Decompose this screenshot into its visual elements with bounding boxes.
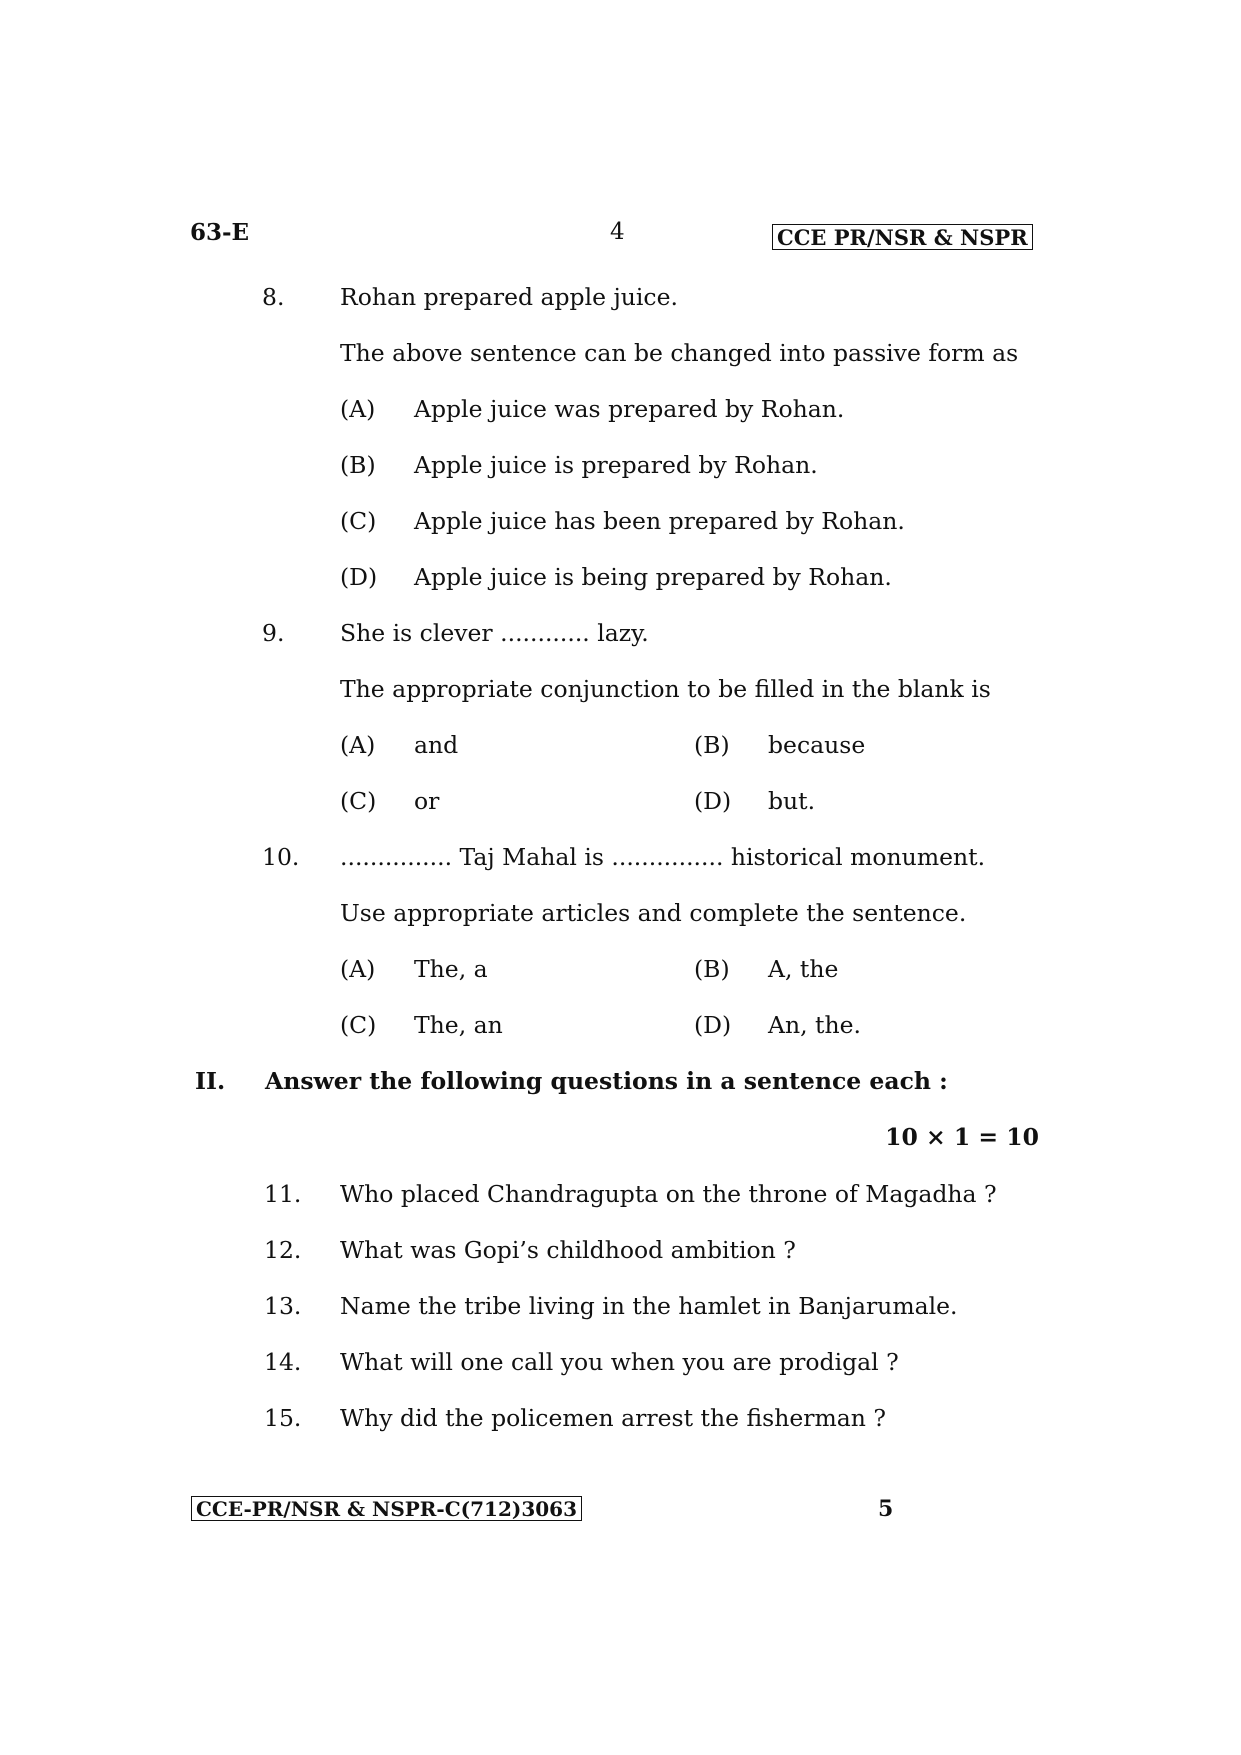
option-label: (C) [340,1011,377,1039]
option-label: (B) [694,731,730,759]
section-title: Answer the following questions in a sentence each : [265,1067,948,1095]
option-text: and [414,731,459,759]
option-label: (D) [340,563,378,591]
option-text: The, a [414,955,488,983]
option-text: Apple juice is being prepared by Rohan. [414,563,892,591]
option-label: (A) [340,955,376,983]
question-stem: She is clever ............ lazy. [340,619,649,647]
question-number: 8. [262,283,285,311]
option-label: (C) [340,787,377,815]
question-number: 13. [264,1292,302,1320]
question-stem: Rohan prepared apple juice. [340,283,678,311]
question-text: What was Gopi’s childhood ambition ? [340,1236,796,1264]
option-label: (A) [340,395,376,423]
option-label: (A) [340,731,376,759]
question-text: What will one call you when you are prodigal ? [340,1348,899,1376]
section-number: II. [195,1067,226,1095]
option-text: because [768,731,866,759]
option-text: but. [768,787,816,815]
question-number: 11. [264,1180,302,1208]
option-text: The, an [414,1011,503,1039]
question-stem: ............... Taj Mahal is ............... historical monument. [340,843,986,871]
option-text: A, the [768,955,839,983]
paper-code: 63-E [190,219,250,246]
question-instruction: Use appropriate articles and complete the sentence. [340,899,967,927]
series-box: CCE PR/NSR & NSPR [772,224,1033,250]
option-label: (D) [694,1011,732,1039]
question-number: 9. [262,619,285,647]
footer-page-number: 5 [878,1496,894,1522]
question-text: Who placed Chandragupta on the throne of Magadha ? [340,1180,997,1208]
question-number: 12. [264,1236,302,1264]
option-text: An, the. [768,1011,862,1039]
question-number: 15. [264,1404,302,1432]
question-text: Name the tribe living in the hamlet in Banjarumale. [340,1292,958,1320]
question-number: 10. [262,843,300,871]
option-label: (B) [340,451,376,479]
option-label: (D) [694,787,732,815]
option-text: Apple juice was prepared by Rohan. [414,395,845,423]
option-label: (B) [694,955,730,983]
option-text: or [414,787,440,815]
question-text: Why did the policemen arrest the fisherman ? [340,1404,886,1432]
question-number: 14. [264,1348,302,1376]
option-text: Apple juice is prepared by Rohan. [414,451,818,479]
question-instruction: The above sentence can be changed into passive form as [340,339,1019,367]
page-number: 4 [610,219,625,245]
option-label: (C) [340,507,377,535]
footer-code-box: CCE-PR/NSR & NSPR-C(712)3063 [191,1496,582,1521]
option-text: Apple juice has been prepared by Rohan. [414,507,905,535]
question-instruction: The appropriate conjunction to be filled in the blank is [340,675,991,703]
section-marks: 10 × 1 = 10 [885,1123,1039,1151]
